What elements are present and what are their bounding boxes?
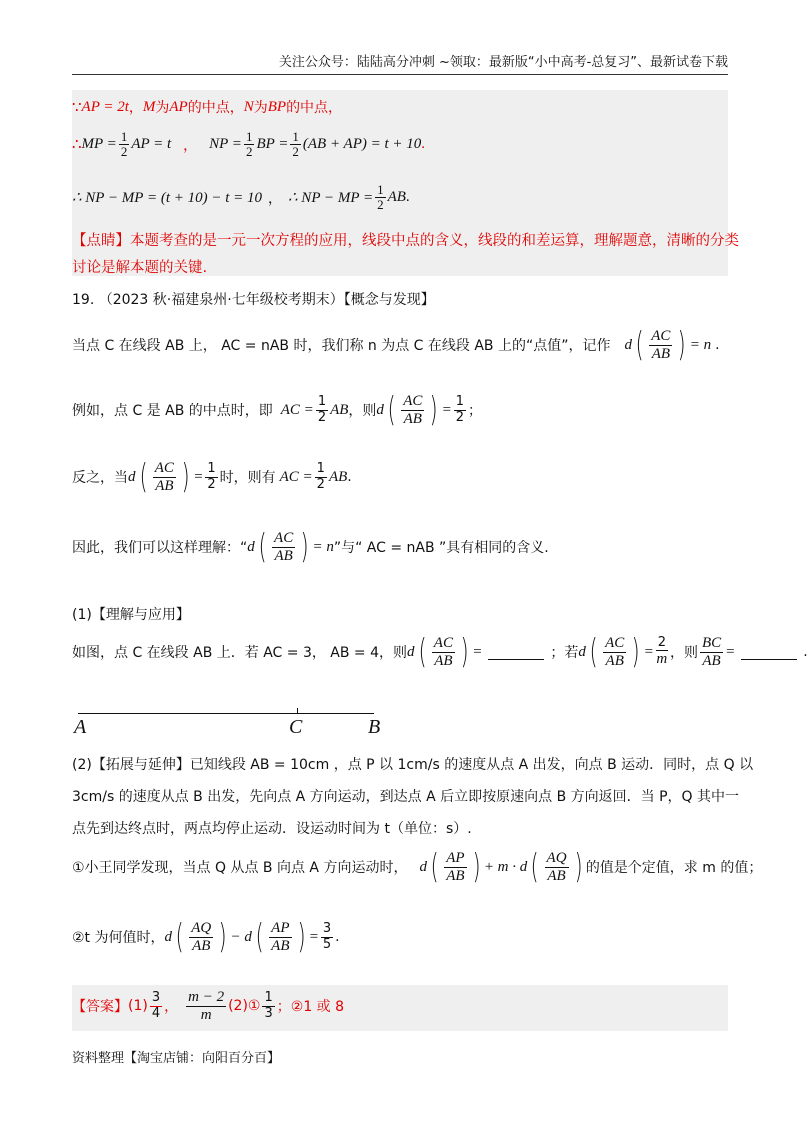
sub1-question: 如图，点 C 在线段 AB 上．若 AC = 3， AB = 4，则 d ( AC AB ) = ；若 d ( AC AB ) = $\frac{2}{m}$ ，则 $\frac{BC}{AB}$ = . [72, 632, 808, 672]
text: ；若 [550, 645, 579, 661]
answer-num: 3 [151, 990, 161, 1006]
text: 的中点， [187, 100, 244, 116]
text: 当点 C 在线段 AB 上， AC = nAB 时，我们称 n 为点 C 在线段 AB 上的“点值”，记作 [72, 338, 611, 354]
dianjing-line-1: 【点睛】本题考查的是一元一次方程的应用，线段中点的含义，线段的和差运算，理解题意，清晰的分类 [72, 233, 739, 249]
text: 如图，点 C 在线段 AB 上．若 AC = 3， AB = 4，则 [72, 645, 408, 661]
answer-num: m − 2 [188, 989, 225, 1005]
answer-part: (2)① [228, 998, 261, 1014]
text: 反之，当 [72, 470, 128, 486]
text: ”与“ AC = nAB ”具有相同的含义. [333, 540, 549, 556]
m-var: M [142, 98, 156, 115]
text: 时，则有 [219, 470, 276, 486]
ab-var: AB [387, 189, 406, 206]
problem-number: 19. （2023 秋·福建泉州·七年级校考期末）【概念与发现】 [72, 292, 435, 308]
answer-line [72, 989, 344, 1023]
answer-part: ；②1 或 8 [276, 999, 345, 1015]
ap-eq: AP = 2t [81, 98, 129, 115]
half-fraction: $\frac{1}{2}$ [120, 129, 128, 160]
n-var: N [243, 98, 254, 115]
half-fraction: $\frac{1}{2}$ [245, 129, 253, 160]
text: 为 [155, 100, 170, 116]
solution-line-1 [72, 97, 342, 117]
sub2-line-1: (2)【拓展与延伸】已知线段 AB = 10cm ，点 P 以 1cm/s 的速度从点 A 出发，向点 B 运动．同时，点 Q 以 [72, 757, 754, 773]
dianjing-line-2: 讨论是解本题的关键. [72, 260, 208, 276]
label-b: B [368, 716, 381, 738]
because-symbol: ∵ [72, 99, 82, 116]
sub2-line-2: 3cm/s 的速度从点 B 出发，先向点 A 方向运动，到达点 A 后立即按原速向点 B 方向返回．当 P，Q 其中一 [72, 789, 740, 805]
question-2: ②t 为何值时， d ( AQ AB ) − d ( AP AB ) = $\frac{3}{5}$ . [72, 917, 340, 957]
problem-line-2: 例如，点 C 是 AB 的中点时，即 AC = $\frac{1}{2}$ AB ，则 d ( AC AB ) = $\frac{1}{2}$ ； [72, 390, 483, 430]
ap-eq-t: AP = t [131, 136, 172, 153]
solution-line-3: ∴ NP − MP = (t + 10) − t = 10 ， ∴ NP − MP = $\frac{1}{2}$ AB . [72, 182, 410, 213]
answer-den: 4 [151, 1005, 161, 1021]
text: 因此，我们可以这样理解：“ [72, 540, 248, 556]
np-minus-mp-2: ∴ NP − MP = [288, 190, 374, 207]
page-footer: 资料整理【淘宝店铺：向阳百分百】 [72, 1051, 281, 1066]
therefore-symbol: ∴ [72, 137, 82, 154]
half-fraction: $\frac{1}{2}$ [377, 182, 384, 213]
answer-blank-2[interactable] [741, 645, 797, 660]
np-minus-mp: ∴ NP − MP = (t + 10) − t = 10 [72, 190, 263, 207]
bp-var: BP [267, 98, 287, 115]
question-1: ①小王同学发现，当点 Q 从点 B 向点 A 方向运动时， d ( AP AB ) + m · d ( AQ AB ) 的值是个定值，求 m 的值； [72, 847, 763, 887]
sub1-title: (1)【理解与应用】 [72, 607, 190, 623]
page-header: 关注公众号：陆陆高分冲刺 ~领取：最新版“小中高考-总复习”、最新试卷下载 [72, 52, 728, 75]
answer-den: 3 [264, 1005, 273, 1021]
text: ①小王同学发现，当点 Q 从点 B 向点 A 方向运动时， [72, 860, 408, 876]
problem-line-1: 当点 C 在线段 AB 上， AC = nAB 时，我们称 n 为点 C 在线段 AB 上的“点值”，记作 d ( AC AB ) = n . [72, 325, 720, 365]
text: 的中点， [286, 100, 343, 116]
answer-part: ， [164, 999, 179, 1015]
sub2-line-3: 点先到达终点时，两点均停止运动．设运动时间为 t（单位：s）. [72, 821, 472, 837]
answer-part: (1) [128, 998, 148, 1014]
mp-eq: MP = [81, 136, 117, 153]
np-tail: (AB + AP) = t + 10 [302, 136, 422, 153]
np-eq: NP = [209, 136, 242, 153]
label-c: C [289, 716, 303, 738]
eq-n: = n [689, 336, 712, 353]
text: 的值是个定值，求 m 的值； [585, 860, 763, 876]
answer-den: m [200, 1006, 212, 1023]
text: 例如，点 C 是 AB 的中点时，即 [72, 403, 273, 419]
answer-num: 1 [264, 990, 273, 1006]
answer-label: 【答案】 [72, 999, 128, 1015]
text: 为 [253, 100, 268, 116]
point-c-tick [297, 708, 298, 714]
segment-ab [78, 713, 374, 714]
comma: ， [128, 100, 143, 116]
label-a: A [74, 716, 87, 738]
problem-line-3: 反之，当 d ( AC AB ) = $\frac{1}{2}$ 时，则有 AC = $\frac{1}{2}$ AB . [72, 457, 352, 497]
half-fraction: $\frac{1}{2}$ [292, 129, 299, 160]
problem-line-4: 因此，我们可以这样理解：“ d ( AC AB ) = n ”与“ AC = nAB ”具有相同的含义. [72, 527, 549, 567]
text: ，则 [669, 645, 698, 661]
ap-var: AP [169, 98, 188, 115]
solution-line-2: ∴ MP = $\frac{1}{2}$ AP = t ， NP = $\frac{1}{2}$ BP = $\frac{1}{2}$ (AB + AP) = t + 10 . [72, 129, 426, 160]
answer-blank-1[interactable] [488, 645, 544, 660]
bp-eq: BP = [256, 136, 289, 153]
text: ，则 [348, 403, 377, 419]
text: ②t 为何值时， [72, 930, 165, 946]
